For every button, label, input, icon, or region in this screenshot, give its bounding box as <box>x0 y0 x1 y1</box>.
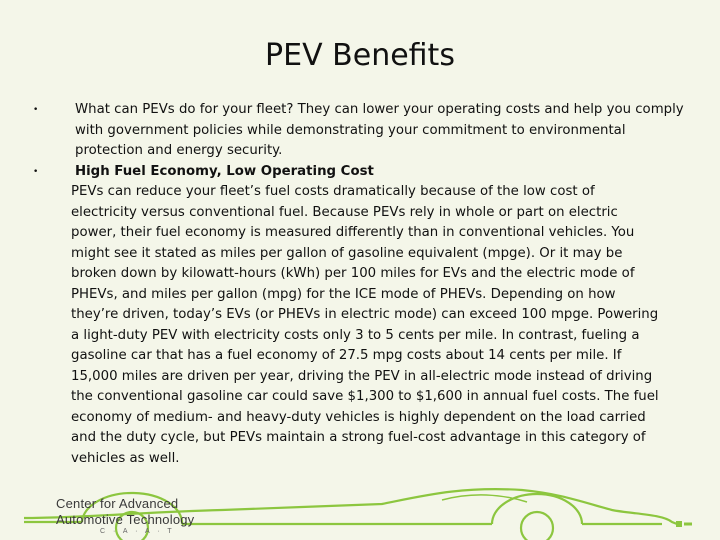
paragraph-line: a light-duty PEV with electricity costs only 3 to 5 cents per mile. In contrast, fueling a <box>71 327 640 343</box>
paragraph-line: vehicles as well. <box>71 450 180 466</box>
paragraph-line: gasoline car that has a fuel economy of 27.5 mpg costs about 14 cents per mile. If <box>71 348 622 363</box>
paragraph-line: 15,000 miles are driven per year, driving the PEV in all-electric mode instead of driving <box>71 368 653 384</box>
paragraph-line: and the duty cycle, but PEVs maintain a strong fuel-cost advantage in this category of <box>71 430 646 445</box>
paragraph-line: the conventional gasoline car could save $1,300 to $1,600 in annual fuel costs. The fuel <box>71 389 659 404</box>
paragraph-line: power, their fuel economy is measured differently than in conventional vehicles. You <box>71 225 635 240</box>
paragraph-line: might see it stated as miles per gallon of gasoline equivalent (mpge). Or it may be <box>71 245 623 261</box>
paragraph-line: PHEVs, and miles per gallon (mpg) for the ICE mode of PHEVs. Depending on how <box>71 286 616 302</box>
bullet-item <box>28 162 692 183</box>
logo-sub: C · A · A · T <box>100 528 175 535</box>
caat-logo <box>22 488 720 540</box>
paragraph-line: economy of medium- and heavy-duty vehicles is highly dependent on the load carried <box>71 409 646 425</box>
logo-line1: Center for Advanced <box>56 496 179 511</box>
paragraph-line: they’re driven, today’s EVs (or PHEVs in electric mode) can exceed 100 mpge. Powering <box>71 307 659 322</box>
bullet-heading: High Fuel Economy, Low Operating Cost <box>75 163 374 179</box>
paragraph-line: broken down by kilowatt-hours (kWh) per 100 miles for EVs and the electric mode of <box>71 266 635 281</box>
bullet-paragraph <box>28 182 692 469</box>
bullet-text: What can PEVs do for your fleet? They can lower your operating costs and help you comply with government policies while demonstrating your commitment to environmental protection and energy security. <box>75 102 684 158</box>
bullet-marker: • <box>33 166 39 177</box>
paragraph-line: electricity versus conventional fuel. Because PEVs rely in whole or part on electric <box>71 204 618 220</box>
slide-content <box>28 100 692 469</box>
bullet-marker: • <box>33 105 39 115</box>
bullet-item <box>28 100 692 162</box>
logo-line2: Automotive Technology <box>56 512 195 527</box>
paragraph-line: PEVs can reduce your fleet’s fuel costs dramatically because of the low cost of <box>71 184 595 199</box>
slide-title: PEV Benefits <box>265 38 455 73</box>
